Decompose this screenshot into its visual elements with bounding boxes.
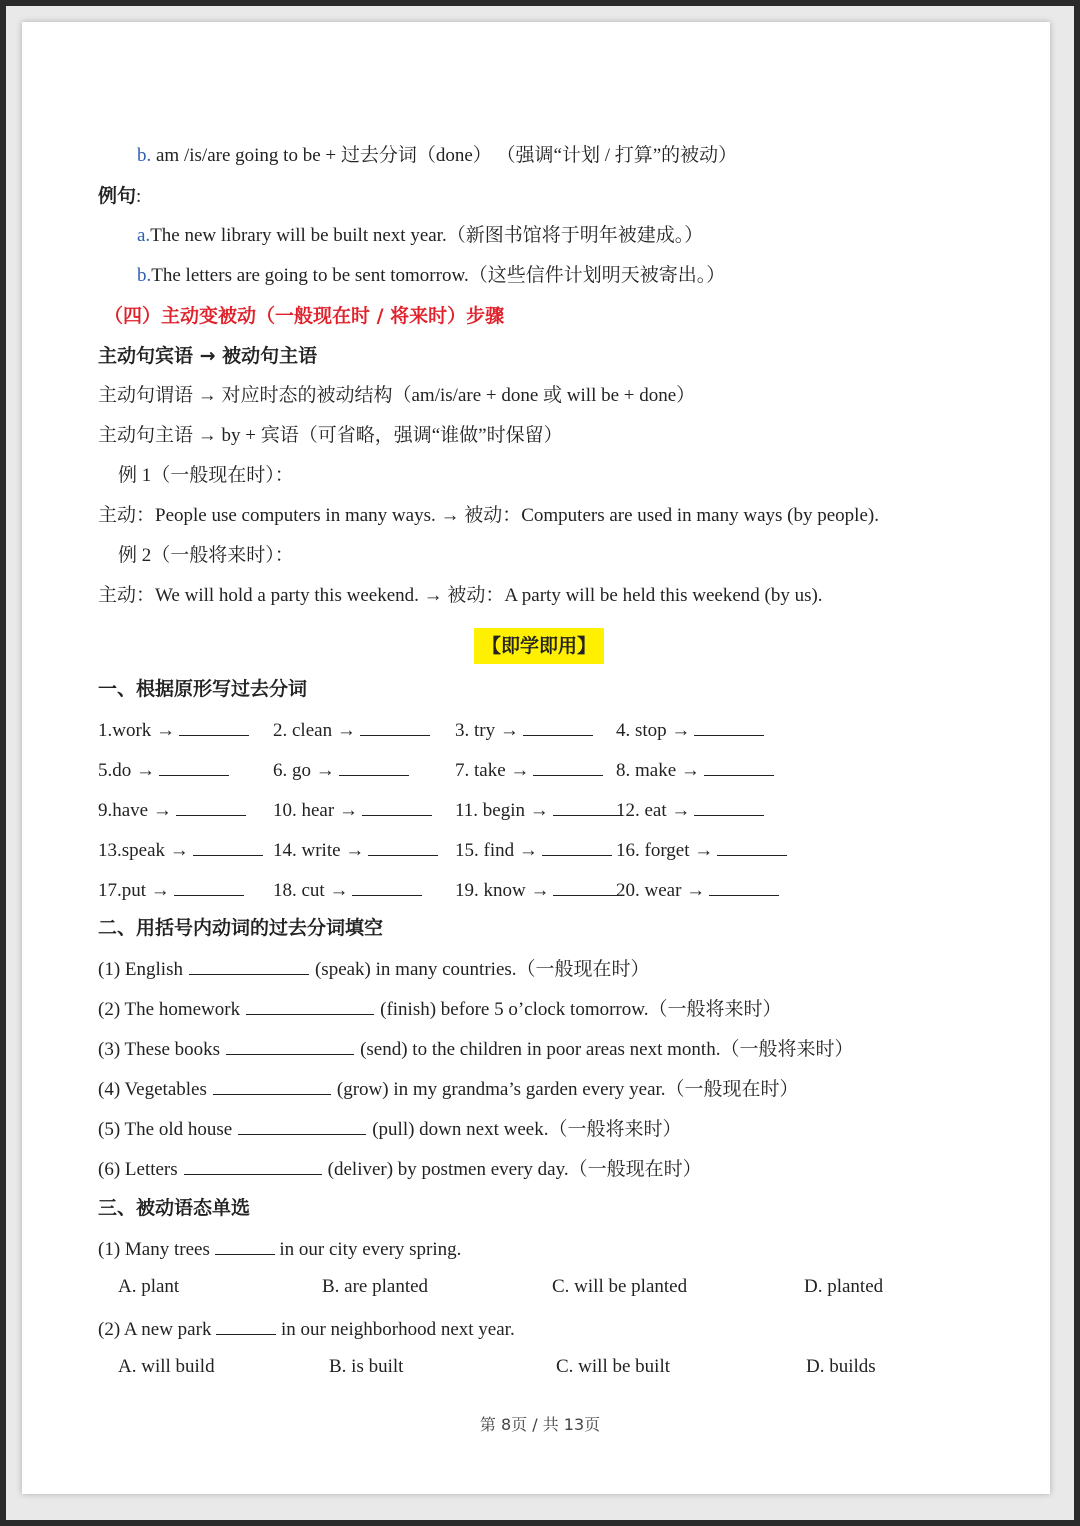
verb-item bbox=[273, 797, 432, 822]
verb-item bbox=[98, 877, 244, 902]
question-post: (finish) before 5 o’clock tomorrow.（一般将来时） bbox=[380, 999, 782, 1020]
part2-title: 二、用括号内动词的过去分词填空 bbox=[98, 917, 384, 939]
question-post: (send) to the children in poor areas next month.（一般将来时） bbox=[360, 1039, 854, 1060]
verb-item bbox=[455, 877, 623, 902]
verb-label: 12. eat → bbox=[616, 800, 691, 821]
q1-option-c[interactable]: C. will be planted bbox=[552, 1276, 688, 1297]
verb-item bbox=[616, 717, 764, 742]
q2-stem bbox=[98, 1316, 515, 1342]
answer-blank[interactable] bbox=[362, 797, 432, 816]
verb-label: 4. stop → bbox=[616, 720, 691, 741]
verb-label: 15. find → bbox=[455, 840, 538, 861]
ex1-label: 例 1（一般现在时）： bbox=[118, 465, 294, 486]
example-b-text: The letters are going to be sent tomorrow.（这些信件计划明天被寄出。） bbox=[151, 265, 726, 286]
ex1: 主动：People use computers in many ways. → 被动：Computers are used in many ways (by people). bbox=[98, 505, 879, 526]
verb-item bbox=[98, 797, 246, 822]
q2-option-c[interactable]: C. will be built bbox=[556, 1356, 670, 1377]
verb-item bbox=[616, 757, 774, 782]
fill-question bbox=[98, 996, 782, 1022]
verb-item bbox=[98, 837, 263, 862]
verb-item bbox=[455, 837, 612, 862]
question-post: (grow) in my grandma’s garden every year.（一般现在时） bbox=[336, 1079, 799, 1100]
verb-label: 5.do → bbox=[98, 760, 155, 781]
answer-blank[interactable] bbox=[360, 717, 430, 736]
verb-item bbox=[616, 837, 787, 862]
answer-blank[interactable] bbox=[704, 757, 774, 776]
examples-label bbox=[98, 184, 141, 209]
verb-label: 10. hear → bbox=[273, 800, 358, 821]
q1-post: in our city every spring. bbox=[279, 1239, 462, 1260]
q2-post: in our neighborhood next year. bbox=[280, 1319, 515, 1340]
fill-question bbox=[98, 956, 650, 982]
verb-item bbox=[273, 717, 430, 742]
answer-blank[interactable] bbox=[189, 956, 309, 975]
answer-blank[interactable] bbox=[184, 1156, 322, 1175]
fill-question bbox=[98, 1156, 702, 1182]
verb-label: 16. forget → bbox=[616, 840, 714, 861]
verb-item bbox=[98, 757, 229, 782]
question-pre: (6) Letters bbox=[98, 1159, 178, 1180]
practice-title: 【即学即用】 bbox=[474, 628, 604, 664]
rule-b bbox=[137, 144, 737, 168]
answer-blank[interactable] bbox=[709, 877, 779, 896]
answer-blank[interactable] bbox=[176, 797, 246, 816]
verb-item bbox=[273, 757, 409, 782]
answer-blank[interactable] bbox=[542, 837, 612, 856]
verb-label: 18. cut → bbox=[273, 880, 349, 901]
rule-b-text: am /is/are going to be + 过去分词（done） （强调“计划 / 打算”的被动） bbox=[151, 145, 738, 166]
q2-blank[interactable] bbox=[216, 1316, 276, 1335]
question-pre: (4) Vegetables bbox=[98, 1079, 207, 1100]
verb-item bbox=[273, 877, 422, 902]
ex2: 主动：We will hold a party this weekend. → 被动：A party will be held this weekend (by us). bbox=[98, 585, 823, 606]
answer-blank[interactable] bbox=[352, 877, 422, 896]
q1-pre: (1) Many trees bbox=[98, 1239, 210, 1260]
q1-blank[interactable] bbox=[215, 1236, 275, 1255]
page-footer: 第 8页 / 共 13页 bbox=[479, 1415, 601, 1434]
question-pre: (1) English bbox=[98, 959, 183, 980]
verb-label: 14. write → bbox=[273, 840, 365, 861]
question-pre: (5) The old house bbox=[98, 1119, 233, 1140]
verb-label: 9.have → bbox=[98, 800, 172, 821]
q1-option-b[interactable]: B. are planted bbox=[322, 1276, 429, 1297]
example-b bbox=[137, 264, 725, 288]
answer-blank[interactable] bbox=[246, 996, 374, 1015]
answer-blank[interactable] bbox=[179, 717, 249, 736]
step1: 主动句宾语 → 被动句主语 bbox=[98, 345, 318, 367]
verb-item bbox=[273, 837, 438, 862]
verb-label: 11. begin → bbox=[455, 800, 549, 821]
verb-item bbox=[98, 717, 249, 742]
verb-label: 17.put → bbox=[98, 880, 170, 901]
answer-blank[interactable] bbox=[193, 837, 263, 856]
example-a-text: The new library will be built next year.（新图书馆将于明年被建成。） bbox=[150, 225, 704, 246]
verb-label: 19. know → bbox=[455, 880, 550, 901]
answer-blank[interactable] bbox=[339, 757, 409, 776]
question-pre: (3) These books bbox=[98, 1039, 221, 1060]
step2: 主动句谓语 → 对应时态的被动结构（am/is/are + done 或 will be + done） bbox=[98, 385, 696, 406]
answer-blank[interactable] bbox=[553, 877, 623, 896]
q2-option-b[interactable]: B. is built bbox=[329, 1356, 404, 1377]
q1-option-d[interactable]: D. planted bbox=[804, 1276, 884, 1297]
question-post: (speak) in many countries.（一般现在时） bbox=[314, 959, 650, 980]
rule-b-letter: b. bbox=[137, 145, 152, 166]
verb-item bbox=[616, 797, 764, 822]
part3-title: 三、被动语态单选 bbox=[98, 1197, 251, 1219]
question-post: (deliver) by postmen every day.（一般现在时） bbox=[327, 1159, 702, 1180]
q1-option-a[interactable]: A. plant bbox=[118, 1276, 180, 1297]
answer-blank[interactable] bbox=[717, 837, 787, 856]
q2-pre: (2) A new park bbox=[98, 1319, 212, 1340]
verb-label: 6. go → bbox=[273, 760, 335, 781]
answer-blank[interactable] bbox=[694, 717, 764, 736]
question-pre: (2) The homework bbox=[98, 999, 241, 1020]
answer-blank[interactable] bbox=[694, 797, 764, 816]
verb-label: 1.work → bbox=[98, 720, 176, 741]
fill-question bbox=[98, 1076, 799, 1102]
answer-blank[interactable] bbox=[523, 717, 593, 736]
fill-question bbox=[98, 1036, 853, 1062]
example-b-letter: b. bbox=[137, 265, 152, 286]
verb-item bbox=[455, 797, 623, 822]
verb-label: 8. make → bbox=[616, 760, 700, 781]
answer-blank[interactable] bbox=[213, 1076, 331, 1095]
example-a bbox=[137, 224, 703, 248]
answer-blank[interactable] bbox=[553, 797, 623, 816]
part1-title: 一、根据原形写过去分词 bbox=[98, 678, 308, 700]
answer-blank[interactable] bbox=[226, 1036, 354, 1055]
verb-item bbox=[616, 877, 779, 902]
q2-option-d[interactable]: D. builds bbox=[806, 1356, 876, 1377]
verb-label: 13.speak → bbox=[98, 840, 189, 861]
examples-label-colon: : bbox=[136, 186, 142, 207]
example-a-letter: a. bbox=[137, 225, 151, 246]
q2-option-a[interactable]: A. will build bbox=[118, 1356, 215, 1377]
verb-item bbox=[455, 717, 593, 742]
verb-label: 2. clean → bbox=[273, 720, 356, 741]
examples-label-text: 例句 bbox=[98, 185, 137, 207]
verb-label: 7. take → bbox=[455, 760, 530, 781]
verb-label: 3. try → bbox=[455, 720, 519, 741]
q1-stem bbox=[98, 1236, 461, 1262]
verb-label: 20. wear → bbox=[616, 880, 706, 901]
ex2-label: 例 2（一般将来时）： bbox=[118, 545, 294, 566]
answer-blank[interactable] bbox=[238, 1116, 366, 1135]
answer-blank[interactable] bbox=[159, 757, 229, 776]
answer-blank[interactable] bbox=[174, 877, 244, 896]
section4-title: （四）主动变被动（一般现在时 / 将来时）步骤 bbox=[104, 305, 505, 327]
step3: 主动句主语 → by + 宾语（可省略，强调“谁做”时保留） bbox=[98, 425, 563, 446]
fill-question bbox=[98, 1116, 681, 1142]
answer-blank[interactable] bbox=[368, 837, 438, 856]
question-post: (pull) down next week.（一般将来时） bbox=[372, 1119, 682, 1140]
verb-item bbox=[455, 757, 603, 782]
answer-blank[interactable] bbox=[533, 757, 603, 776]
